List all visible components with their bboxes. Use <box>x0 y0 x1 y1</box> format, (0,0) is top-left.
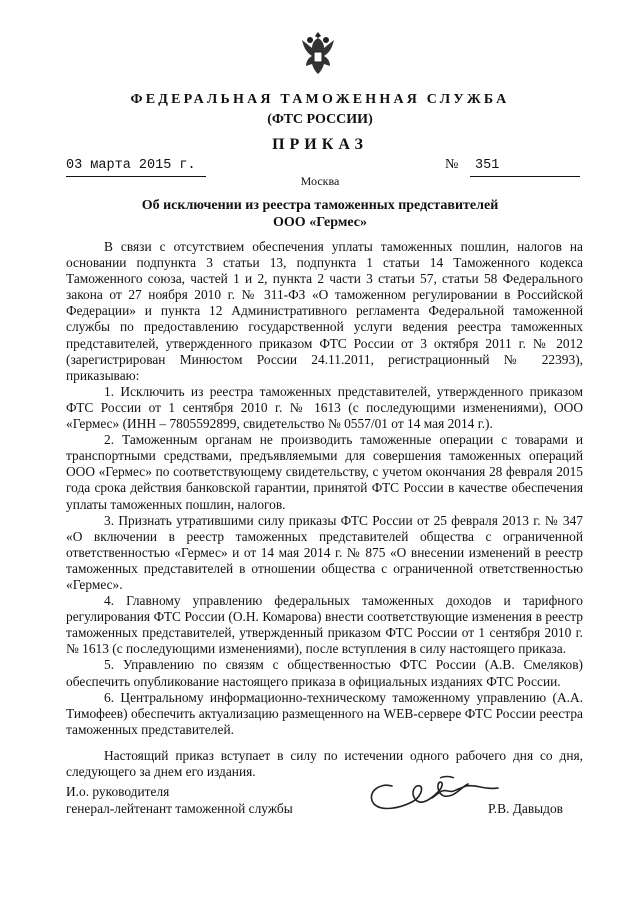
order-item-4: 4. Главному управлению федеральных таможенных доходов и тарифного регулирования ФТС России (О.Н. Комарова) внести соответствующие изменения в реестр таможенных представителей, утвержденный приказом ФТС России от 1 сентября 2010 г. № 1613 (с последующими изменениями), после вступления в силу настоящего приказа. <box>66 593 583 657</box>
order-item-6: 6. Центральному информационно-техническому таможенному управлению (А.А. Тимофеев) обеспечить актуализацию размещенного на WEB-сервере ФТС России реестра таможенных представителей. <box>66 689 583 737</box>
order-number-label: № <box>445 157 459 172</box>
order-date: 03 марта 2015 г. <box>66 158 196 173</box>
organization-short-name: (ФТС РОССИИ) <box>267 112 373 127</box>
handwritten-signature <box>362 772 507 817</box>
coat-of-arms-icon <box>296 28 340 80</box>
order-body <box>66 239 583 780</box>
order-item-5: 5. Управлению по связям с общественностью ФТС России (А.В. Смеляков) обеспечить опубликование настоящего приказа в официальных изданиях ФТС России. <box>66 657 583 689</box>
signatory-position: И.о. руководителя <box>66 784 170 799</box>
order-item-3: 3. Признать утратившими силу приказы ФТС России от 25 февраля 2013 г. № 347 «О включении в реестр таможенных представителей общества с ограниченной ответственностью «Гермес» и от 14 мая 2014 г. № 875 «О внесении изменений в реестр таможенных представителей в отношении общества с ограниченной ответственностью «Гермес». <box>66 512 583 592</box>
order-closing: Настоящий приказ вступает в силу по истечении одного рабочего дня со дня, следующего за днем его издания. <box>66 747 583 779</box>
order-item-2: 2. Таможенным органам не производить таможенные операции с товарами и транспортными средствами, предъявляемыми для совершения таможенных операций ООО «Гермес» по соответствующему свидетельству, с учетом окончания 28 февраля 2015 года срока действия банковской гарантии, принятой ФТС России в качестве обеспечения уплаты таможенных пошлин, налогов. <box>66 432 583 512</box>
organization-name: ФЕДЕРАЛЬНАЯ ТАМОЖЕННАЯ СЛУЖБА <box>130 92 510 107</box>
order-title: Об исключении из реестра таможенных представителей <box>141 198 499 213</box>
order-preamble: В связи с отсутствием обеспечения уплаты таможенных пошлин, налогов на основании подпункта 3 статьи 13, подпункта 1 статьи 14 Таможенного кодекса Таможенного союза, частей 1 и 2, пункта 2 части 3 статьи 57, статьи 58 Федерального закона от 27 ноября 2010 г. № 311-ФЗ «О таможенном регулировании в Российской Федерации» и пункта 12 Административного регламента Федеральной таможенной службы по предоставлению государственной услуги ведения реестра таможенных представителей, утвержденного приказом ФТС России от 3 октября 2011 г. № 2012 (зарегистрирован Минюстом России 24.11.2011, регистрационный № 22393), приказываю: <box>66 239 583 383</box>
signatory-rank: генерал-лейтенант таможенной службы <box>66 801 293 816</box>
order-number: 351 <box>475 158 500 173</box>
order-subject: ООО «Гермес» <box>273 215 367 230</box>
signatory-name: Р.В. Давыдов <box>488 801 563 816</box>
order-item-1: 1. Исключить из реестра таможенных представителей, утвержденного приказом ФТС России от 1 сентября 2010 г. № 1613 (с последующими изменениями), ООО «Гермес» (ИНН – 7805592899, свидетельство № 0557/01 от 14 мая 2014 г.). <box>66 383 583 432</box>
order-city: Москва <box>300 174 340 188</box>
document-type: ПРИКАЗ <box>272 136 368 153</box>
